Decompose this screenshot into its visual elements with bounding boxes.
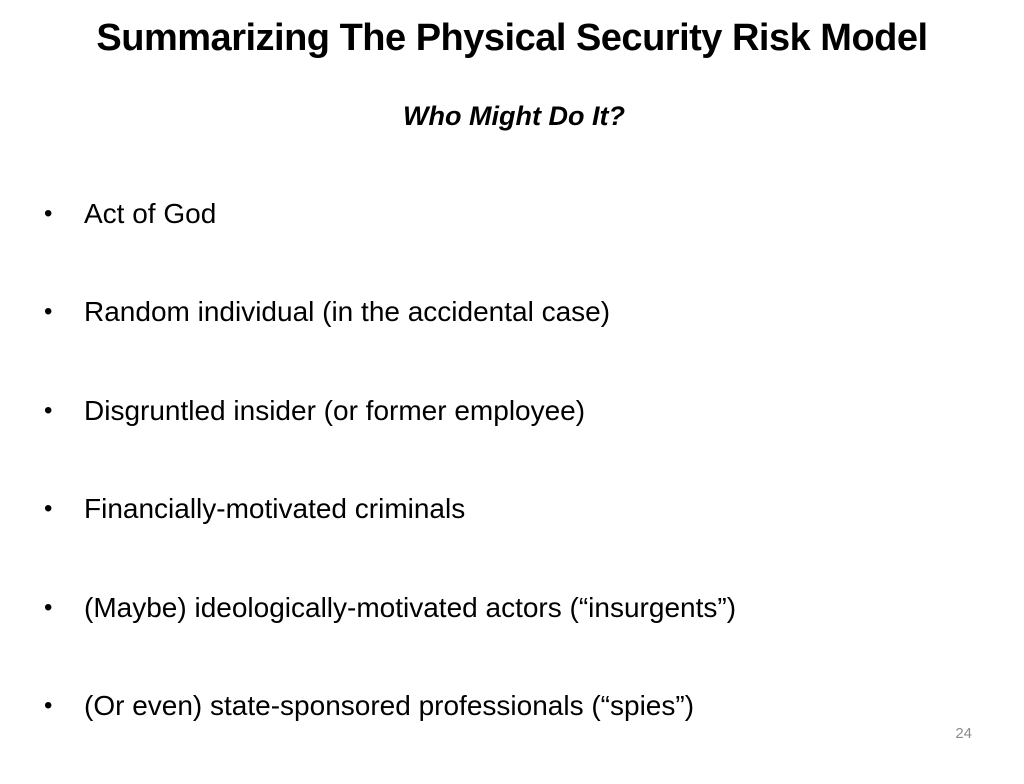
bullet-item: [44, 194, 1004, 292]
bullet-icon: •: [44, 298, 53, 326]
bullet-text: Act of God: [84, 198, 217, 229]
bullet-text: (Or even) state-sponsored professionals (“spies”): [84, 689, 695, 721]
bullet-text: Disgruntled insider (or former employee): [84, 394, 586, 426]
bullet-icon: •: [44, 200, 53, 227]
bullet-item: [44, 391, 1004, 489]
slide-title: Summarizing The Physical Security Risk Model: [96, 17, 928, 59]
bullet-item: [44, 686, 1004, 784]
bullet-icon: •: [44, 495, 53, 523]
bullet-item: [44, 489, 1004, 587]
slide-subtitle: Who Might Do It?: [403, 101, 625, 131]
bullet-icon: •: [44, 691, 53, 719]
bullet-icon: •: [44, 593, 53, 621]
bullet-text: Random individual (in the accidental case): [84, 296, 611, 328]
bullet-text: (Maybe) ideologically-motivated actors (“insurgents”): [84, 591, 737, 623]
bullet-item: [44, 588, 1004, 686]
bullet-icon: •: [44, 396, 53, 424]
bullet-text: Financially-motivated criminals: [84, 493, 466, 525]
page-number: 24: [955, 725, 972, 742]
bullet-list: [44, 194, 1004, 784]
bullet-item: [44, 292, 1004, 390]
